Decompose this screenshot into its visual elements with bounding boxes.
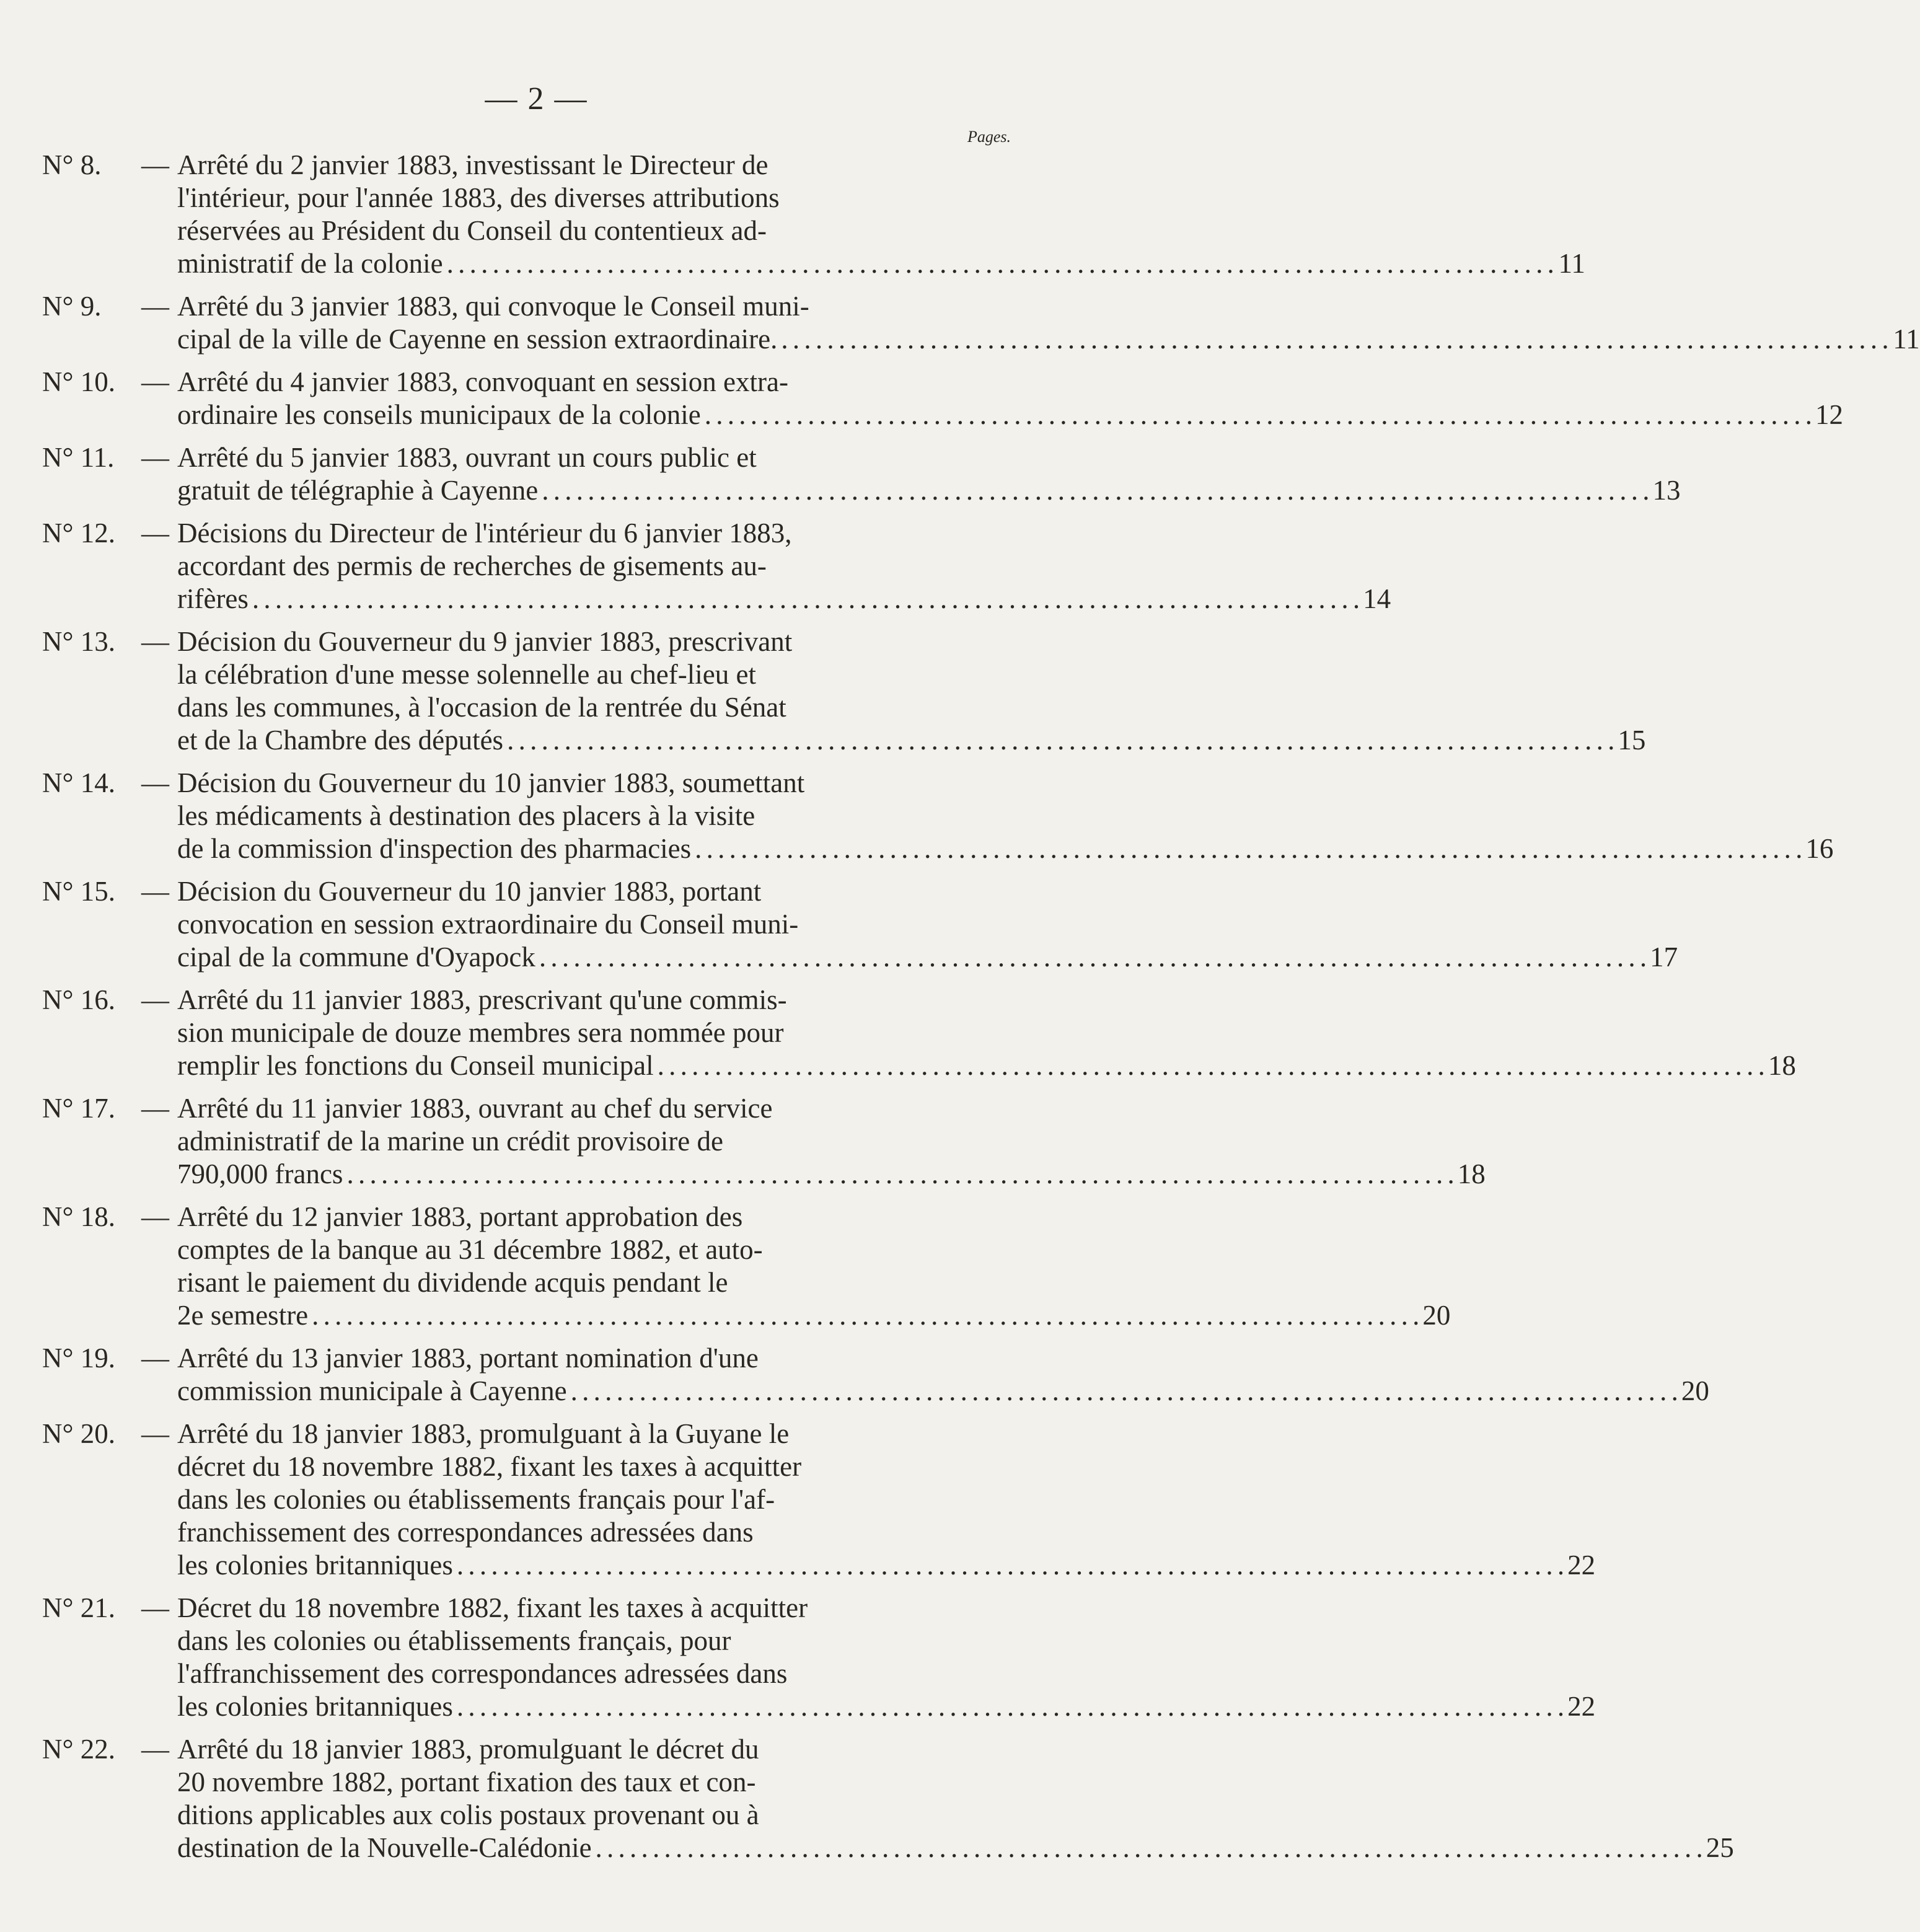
entry-last-line [177,323,1920,356]
dot-leader [457,1690,1563,1723]
entry-dash: — [141,1734,169,1765]
entry-dash: — [141,1201,169,1232]
entry-last-line [177,1158,1486,1191]
entry-number: N° 17. [42,1093,115,1124]
dot-leader [447,247,1553,280]
entry-line: dans les colonies ou établissements français, pour [177,1625,731,1656]
page-reference: 22 [1567,1691,1596,1722]
page-reference: 17 [1650,942,1678,973]
entry-line: les colonies britanniques [177,1691,453,1722]
entry-number: N° 10. [42,366,115,397]
entry-last-line [177,1299,1450,1332]
entry-line: commission municipale à Cayenne [177,1375,567,1406]
entry-line: ditions applicables aux colis postaux provenant ou à [177,1799,759,1830]
entry-text [177,625,1645,757]
entry-line: de la commission d'inspection des pharmacies [177,833,692,864]
dot-leader [781,323,1887,356]
page-reference: 16 [1805,833,1834,864]
toc-entry [42,625,1646,757]
entry-line: sion municipale de douze membres sera nommée pour [177,1017,784,1048]
entry-number: N° 22. [42,1734,115,1765]
entry-line: cipal de la ville de Cayenne en session extraordinaire. [177,324,778,355]
entry-line: Décret du 18 novembre 1882, fixant les taxes à acquitter [177,1592,808,1623]
toc-entry [42,149,1585,280]
page-reference: 20 [1422,1300,1451,1331]
dot-leader [312,1299,1418,1332]
toc-entry [42,1418,1596,1582]
page-reference: 22 [1567,1550,1596,1581]
page-reference: 25 [1706,1832,1734,1863]
entry-last-line [177,1549,1595,1582]
entry-line: ministratif de la colonie [177,248,443,279]
toc-entry [42,1733,1734,1864]
entry-line: cipal de la commune d'Oyapock [177,942,535,973]
toc-entry [42,1592,1596,1723]
entry-line: accordant des permis de recherches de gisements au- [177,550,767,581]
entry-last-line [177,1690,1595,1723]
page-reference: 15 [1618,725,1646,756]
page-reference: 18 [1457,1158,1486,1189]
entry-number: N° 14. [42,767,115,798]
entry-last-line [177,724,1645,757]
entry-number: N° 18. [42,1201,115,1232]
entry-dash: — [141,1093,169,1124]
entry-last-line [177,1832,1734,1864]
entry-dash: — [141,984,169,1015]
entry-line: dans les colonies ou établissements français pour l'af- [177,1484,775,1515]
entry-line: Arrêté du 11 janvier 1883, ouvrant au chef du service [177,1093,773,1124]
entry-line: Arrêté du 12 janvier 1883, portant approbation des [177,1201,743,1232]
entry-text [177,875,1678,974]
entry-line: remplir les fonctions du Conseil municipal [177,1050,654,1081]
entry-line: 2e semestre [177,1300,309,1331]
entry-text [177,767,1833,865]
entry-line: administratif de la marine un crédit provisoire de [177,1126,723,1157]
entry-line: dans les communes, à l'occasion de la rentrée du Sénat [177,692,786,723]
entry-text [177,1092,1486,1191]
entry-number: N° 11. [42,442,115,473]
entry-line: destination de la Nouvelle-Calédonie [177,1832,592,1863]
entry-dash: — [141,518,169,549]
page-reference: 20 [1681,1375,1709,1406]
entry-text [177,984,1796,1082]
page-reference: 11 [1558,248,1585,279]
entry-line: Arrêté du 2 janvier 1883, investissant le Directeur de [177,149,768,180]
entry-line: franchissement des correspondances adressées dans [177,1517,754,1548]
entry-number: N° 21. [42,1592,115,1623]
entry-line: gratuit de télégraphie à Cayenne [177,475,539,506]
toc-entry [42,767,1834,865]
toc-entry [42,984,1796,1082]
entry-line: Décision du Gouverneur du 9 janvier 1883, prescrivant [177,626,793,657]
entry-line: Arrêté du 5 janvier 1883, ouvrant un cours public et [177,442,757,473]
entry-line: Décision du Gouverneur du 10 janvier 1883, portant [177,876,762,907]
table-of-contents [42,149,1920,1874]
entry-last-line [177,399,1843,431]
entry-number: N° 8. [42,149,102,180]
entry-text [177,517,1391,615]
dot-leader [346,1158,1453,1191]
dot-leader [457,1549,1563,1582]
entry-line: rifères [177,583,249,614]
toc-entry [42,290,1920,356]
dot-leader [705,399,1811,431]
entry-text [177,1418,1595,1582]
entry-last-line [177,247,1585,280]
dot-leader [542,474,1648,507]
page-reference: 11 [1893,324,1920,355]
entry-line: les médicaments à destination des placers à la visite [177,800,755,831]
entry-text [177,366,1843,431]
entry-line: Arrêté du 4 janvier 1883, convoquant en session extra- [177,366,788,397]
entry-line: Arrêté du 18 janvier 1883, promulguant à la Guyane le [177,1418,790,1449]
dot-leader [539,941,1645,974]
entry-dash: — [141,876,169,907]
entry-dash: — [141,291,169,322]
entry-last-line [177,583,1391,615]
toc-entry [42,366,1843,431]
entry-line: Arrêté du 13 janvier 1883, portant nomination d'une [177,1343,759,1374]
entry-dash: — [141,149,169,180]
dot-leader [695,832,1801,865]
toc-entry [42,441,1681,507]
dot-leader [658,1049,1764,1082]
toc-entry [42,875,1678,974]
entry-line: Arrêté du 18 janvier 1883, promulguant le décret du [177,1734,759,1765]
entry-text [177,1201,1450,1332]
pages-column-label: Pages. [967,128,1011,146]
entry-line: l'affranchissement des correspondances adressées dans [177,1658,788,1689]
entry-dash: — [141,366,169,397]
entry-line: risant le paiement du dividende acquis pendant le [177,1267,728,1298]
dot-leader [571,1375,1677,1408]
entry-dash: — [141,442,169,473]
entry-dash: — [141,626,169,657]
entry-number: N° 19. [42,1343,115,1374]
page-reference: 18 [1768,1050,1796,1081]
entry-text [177,1592,1595,1723]
entry-line: ordinaire les conseils municipaux de la colonie [177,399,701,430]
toc-entry [42,1342,1709,1408]
entry-number: N° 9. [42,291,102,322]
entry-last-line [177,832,1833,865]
entry-dash: — [141,767,169,798]
entry-line: l'intérieur, pour l'année 1883, des diverses attributions [177,182,780,213]
entry-number: N° 15. [42,876,115,907]
toc-entry [42,1201,1451,1332]
entry-last-line [177,941,1678,974]
entry-last-line [177,474,1680,507]
page-reference: 13 [1652,475,1681,506]
page-number: — 2 — [485,81,588,117]
entry-line: décret du 18 novembre 1882, fixant les taxes à acquitter [177,1451,802,1482]
entry-line: et de la Chambre des députés [177,725,504,756]
entry-number: N° 12. [42,518,115,549]
entry-number: N° 13. [42,626,115,657]
entry-text [177,1342,1709,1408]
toc-entry [42,1092,1486,1191]
toc-entry [42,517,1391,615]
dot-leader [252,583,1359,615]
entry-text [177,290,1920,356]
entry-line: Arrêté du 3 janvier 1883, qui convoque le Conseil muni- [177,291,809,322]
page-reference: 12 [1815,399,1843,430]
dot-leader [596,1832,1702,1864]
entry-line: la célébration d'une messe solennelle au chef-lieu et [177,659,756,690]
entry-number: N° 16. [42,984,115,1015]
entry-line: Arrêté du 11 janvier 1883, prescrivant qu'une commis- [177,984,787,1015]
entry-line: Décision du Gouverneur du 10 janvier 1883, soumettant [177,767,805,798]
entry-line: convocation en session extraordinaire du Conseil muni- [177,909,799,940]
entry-text [177,149,1585,280]
entry-line: 790,000 francs [177,1158,343,1189]
entry-text [177,441,1680,507]
entry-dash: — [141,1592,169,1623]
entry-last-line [177,1049,1796,1082]
entry-line: 20 novembre 1882, portant fixation des taux et con- [177,1767,756,1797]
dot-leader [507,724,1613,757]
page-reference: 14 [1363,583,1391,614]
entry-line: les colonies britanniques [177,1550,453,1581]
entry-line: réservées au Président du Conseil du contentieux ad- [177,215,767,246]
entry-number: N° 20. [42,1418,115,1449]
entry-text [177,1733,1734,1864]
entry-dash: — [141,1418,169,1449]
entry-last-line [177,1375,1709,1408]
entry-dash: — [141,1343,169,1374]
entry-line: Décisions du Directeur de l'intérieur du 6 janvier 1883, [177,518,792,549]
entry-line: comptes de la banque au 31 décembre 1882, et auto- [177,1234,763,1265]
